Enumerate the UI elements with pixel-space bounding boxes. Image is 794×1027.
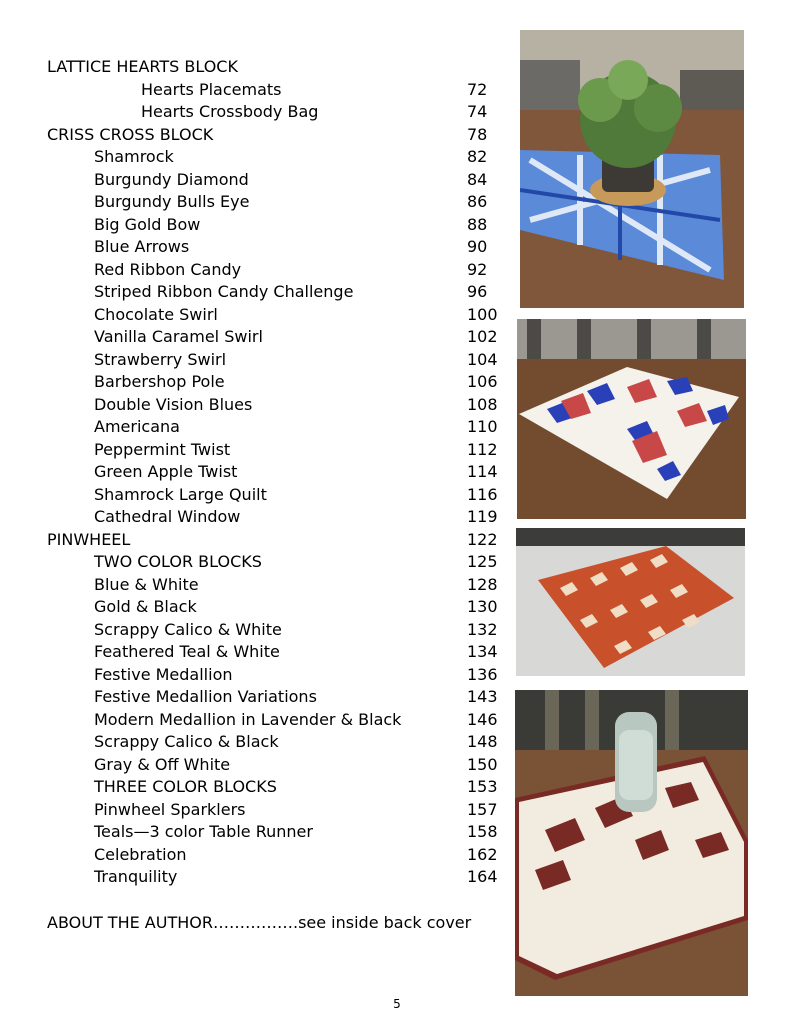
toc-entry-title: Festive Medallion (94, 664, 233, 684)
toc-entry-page: 146 (467, 709, 498, 729)
toc-entry-title: Vanilla Caramel Swirl (94, 327, 263, 346)
toc-entry-page: 122 (467, 529, 498, 549)
about-the-author-line: ABOUT THE AUTHOR…………….see inside back cover (47, 913, 472, 932)
toc-entry (47, 619, 517, 642)
toc-entry (47, 79, 517, 102)
toc-entry-title: Modern Medallion in Lavender & Black (94, 709, 402, 729)
toc-entry-page: 88 (467, 214, 488, 234)
toc-entry-title: Shamrock (94, 147, 174, 166)
toc-entry (47, 259, 517, 282)
toc-entry-title: Cathedral Window (94, 507, 241, 526)
toc-entry (47, 191, 517, 214)
toc-entry-title: Pinwheel Sparklers (94, 799, 246, 819)
toc-entry-page: 136 (467, 664, 498, 684)
toc-entry-page: 150 (467, 754, 498, 774)
toc-entry-title: Gray & Off White (94, 754, 231, 774)
toc-entry (47, 304, 517, 327)
toc-entry-page: 112 (467, 439, 498, 459)
toc-entry-title: Big Gold Bow (94, 214, 201, 234)
toc-entry-title: Burgundy Bulls Eye (94, 192, 250, 211)
toc-entry-page: 82 (467, 147, 488, 166)
toc-entry-page: 96 (467, 282, 488, 301)
toc-entry (47, 371, 517, 394)
toc-entry-title: Blue Arrows (94, 237, 190, 256)
toc-entry-page: 106 (467, 372, 498, 391)
toc-entry-title: Teals—3 color Table Runner (94, 822, 313, 841)
toc-entry (47, 281, 517, 304)
toc-entry (47, 461, 517, 484)
toc-entry-page: 108 (467, 394, 498, 414)
toc-entry-title: Green Apple Twist (94, 462, 238, 481)
toc-entry (47, 596, 517, 619)
toc-entry-title: Hearts Placemats (141, 79, 282, 99)
toc-entry (47, 574, 517, 597)
toc-entry-title: Red Ribbon Candy (94, 259, 242, 279)
toc-entry (47, 124, 517, 147)
toc-entry-title: Hearts Crossbody Bag (141, 102, 319, 121)
table-of-contents (47, 56, 517, 889)
toc-entry (47, 236, 517, 259)
toc-entry (47, 146, 517, 169)
toc-entry-page: 102 (467, 327, 498, 346)
toc-entry (47, 551, 517, 574)
toc-entry-page: 104 (467, 349, 498, 369)
toc-entry (47, 394, 517, 417)
toc-entry-title: Striped Ribbon Candy Challenge (94, 282, 354, 301)
toc-entry-title: THREE COLOR BLOCKS (94, 777, 277, 796)
toc-entry (47, 821, 517, 844)
toc-entry-title: Tranquility (94, 867, 178, 886)
toc-entry-title: TWO COLOR BLOCKS (94, 552, 262, 571)
toc-entry-page: 128 (467, 574, 498, 594)
toc-entry (47, 326, 517, 349)
toc-entry-page: 134 (467, 642, 498, 661)
toc-entry-page: 125 (467, 552, 498, 571)
toc-entry (47, 844, 517, 867)
toc-entry-title: LATTICE HEARTS BLOCK (47, 57, 238, 76)
toc-entry-page: 143 (467, 687, 498, 706)
toc-entry-page: 72 (467, 79, 488, 99)
toc-entry-title: PINWHEEL (47, 529, 131, 549)
toc-entry-page: 132 (467, 619, 498, 639)
toc-entry-title: Peppermint Twist (94, 439, 231, 459)
toc-entry-title: Blue & White (94, 574, 199, 594)
toc-entry (47, 506, 517, 529)
photo-cream-medallion-quilt (515, 690, 748, 996)
toc-entry-title: Festive Medallion Variations (94, 687, 317, 706)
toc-entry-page: 84 (467, 169, 488, 189)
toc-entry (47, 866, 517, 889)
toc-entry-page: 92 (467, 259, 488, 279)
toc-entry (47, 349, 517, 372)
toc-entry-page: 162 (467, 844, 498, 864)
toc-entry (47, 731, 517, 754)
toc-entry-page: 116 (467, 484, 498, 504)
toc-entry-page: 110 (467, 417, 498, 436)
toc-entry (47, 214, 517, 237)
toc-entry (47, 776, 517, 799)
toc-entry-title: Scrappy Calico & Black (94, 732, 279, 751)
toc-entry-page: 100 (467, 304, 498, 324)
page-number: 5 (393, 997, 401, 1011)
toc-entry-page: 130 (467, 597, 498, 616)
toc-entry (47, 686, 517, 709)
toc-entry (47, 101, 517, 124)
photo-orange-table-runner (516, 528, 745, 676)
toc-entry-title: Chocolate Swirl (94, 304, 218, 324)
toc-entry-title: Barbershop Pole (94, 372, 225, 391)
toc-entry-page: 78 (467, 124, 488, 144)
toc-entry-page: 114 (467, 462, 498, 481)
photo-blue-lattice-table-topper (520, 30, 744, 308)
toc-entry-page: 157 (467, 799, 498, 819)
toc-entry-title: Burgundy Diamond (94, 169, 249, 189)
toc-entry (47, 169, 517, 192)
photo-americana-star-quilt (517, 319, 746, 519)
toc-entry (47, 484, 517, 507)
toc-entry-page: 74 (467, 102, 488, 121)
toc-entry (47, 416, 517, 439)
toc-entry-title: Americana (94, 417, 180, 436)
toc-entry-title: Feathered Teal & White (94, 642, 280, 661)
toc-entry (47, 56, 517, 79)
toc-entry (47, 664, 517, 687)
toc-entry-title: Gold & Black (94, 597, 197, 616)
toc-entry-page: 164 (467, 867, 498, 886)
toc-entry-page: 90 (467, 237, 488, 256)
toc-entry-page: 86 (467, 192, 488, 211)
toc-entry-page: 119 (467, 507, 498, 526)
toc-entry-title: Scrappy Calico & White (94, 619, 282, 639)
toc-entry (47, 799, 517, 822)
toc-entry-title: Celebration (94, 844, 187, 864)
toc-entry (47, 754, 517, 777)
toc-entry-title: Shamrock Large Quilt (94, 484, 267, 504)
toc-entry-title: Strawberry Swirl (94, 349, 227, 369)
toc-entry (47, 641, 517, 664)
toc-entry-title: Double Vision Blues (94, 394, 253, 414)
toc-entry-page: 158 (467, 822, 498, 841)
toc-entry-page: 148 (467, 732, 498, 751)
toc-entry-page: 153 (467, 777, 498, 796)
toc-entry (47, 529, 517, 552)
toc-entry (47, 439, 517, 462)
toc-entry-title: CRISS CROSS BLOCK (47, 124, 214, 144)
toc-entry (47, 709, 517, 732)
